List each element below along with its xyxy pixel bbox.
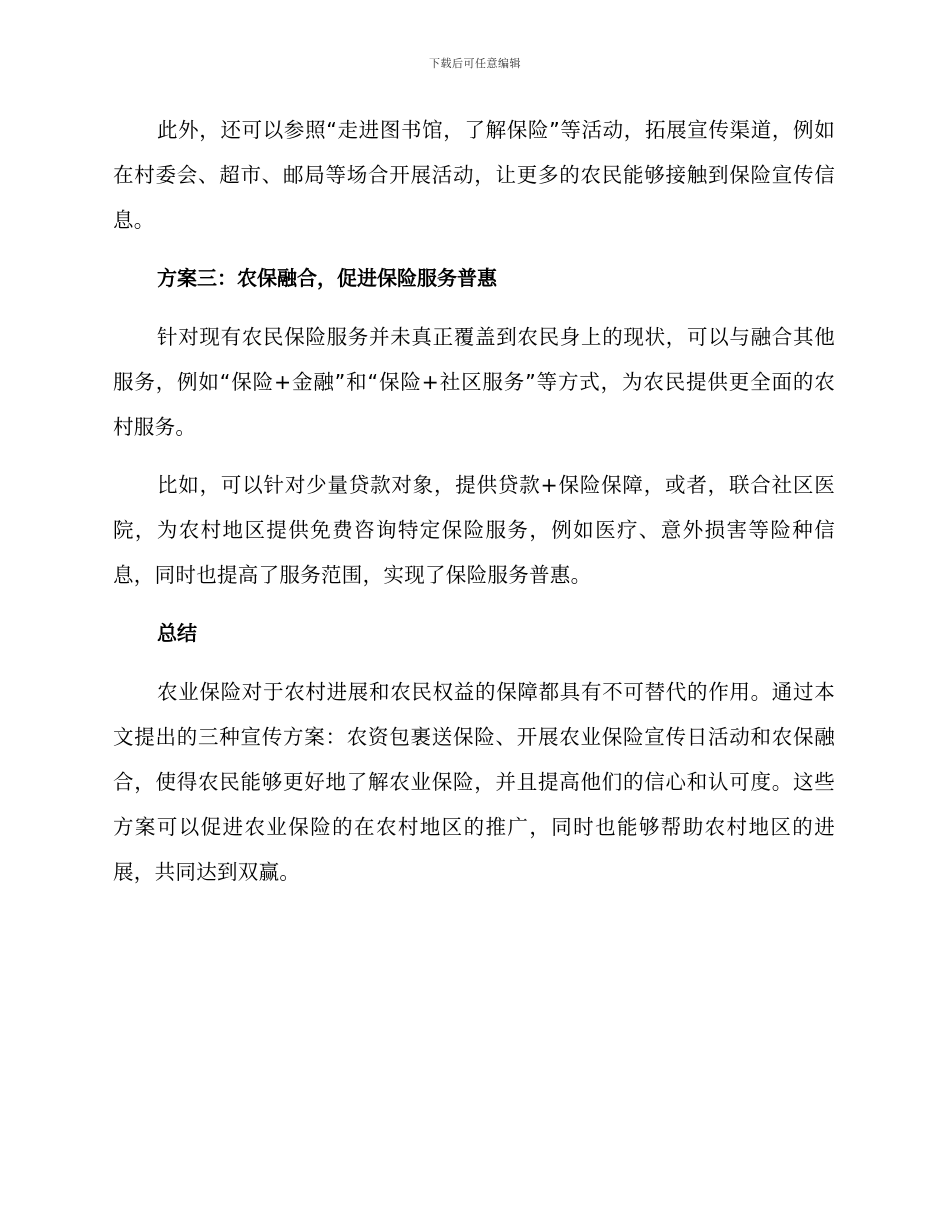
paragraph-promotion-channels: 此外，还可以参照“走进图书馆，了解保险”等活动，拓展宣传渠道，例如在村委会、超市、邮局等场合开展活动，让更多的农民能够接触到保险宣传信息。 [113, 118, 835, 232]
heading-plan-three: 方案三：农保融合，促进保险服务普惠 [157, 266, 497, 290]
paragraph-summary: 农业保险对于农村进展和农民权益的保障都具有不可替代的作用。通过本文提出的三种宣传方案：农资包裹送保险、开展农业保险宣传日活动和农保融合，使得农民能够更好地了解农业保险，并且提高他们的信心和认可度。这些方案可以促进农业保险的在农村地区的推广，同时也能够帮助农村地区的进展，共同达到双赢。 [113, 680, 835, 884]
heading-summary: 总结 [157, 621, 197, 645]
header-note: 下载后可任意编辑 [429, 57, 521, 70]
document-body [113, 108, 835, 908]
paragraph-loan-example: 比如，可以针对少量贷款对象，提供贷款+保险保障，或者，联合社区医院，为农村地区提供免费咨询特定保险服务，例如医疗、意外损害等险种信息，同时也提高了服务范围，实现了保险服务普惠。 [113, 473, 835, 587]
paragraph-service-integration: 针对现有农民保险服务并未真正覆盖到农民身上的现状，可以与融合其他服务，例如“保险+金融”和“保险+社区服务”等方式，为农民提供更全面的农村服务。 [113, 325, 835, 439]
